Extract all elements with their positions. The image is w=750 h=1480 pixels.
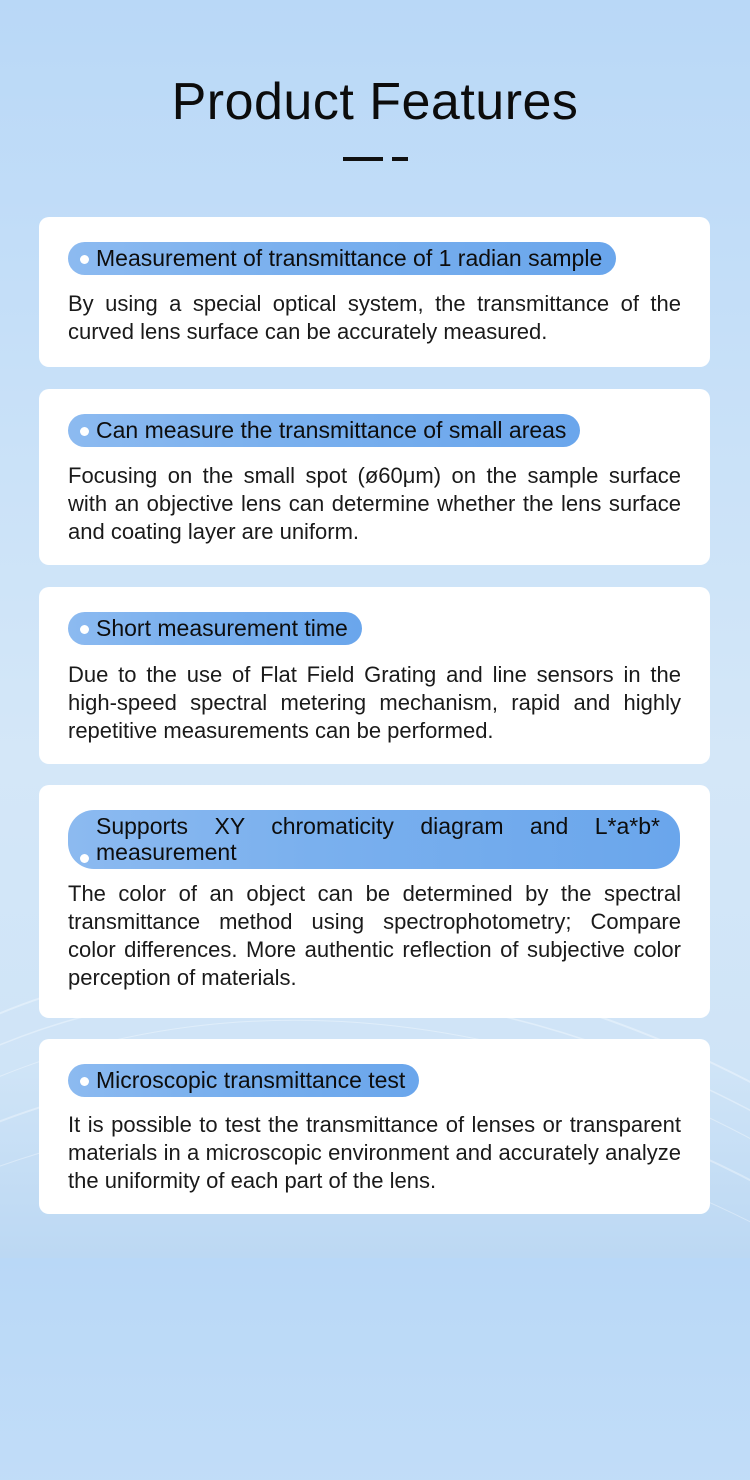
feature-heading-1: Measurement of transmittance of 1 radian sample	[68, 242, 616, 275]
feature-description-3: Due to the use of Flat Field Grating and line sensors in the high-speed spectral metering mechanism, rapid and highly repetitive measurements can be performed.	[68, 662, 681, 743]
feature-description-2: Focusing on the small spot (ø60μm) on the sample surface with an objective lens can determine whether the lens surface and coating layer are uniform.	[68, 463, 681, 544]
feature-heading-2: Can measure the transmittance of small areas	[68, 414, 580, 447]
feature-card-1	[39, 217, 710, 367]
feature-heading-4: Supports XY chromaticity diagram and L*a*b* measurement	[68, 810, 680, 869]
feature-card-3	[39, 587, 710, 764]
feature-card-4	[39, 785, 710, 1018]
feature-description-1: By using a special optical system, the transmittance of the curved lens surface can be accurately measured.	[68, 291, 681, 344]
feature-card-5	[39, 1039, 710, 1214]
title-underline-long	[343, 157, 383, 161]
page-title: Product Features	[171, 73, 579, 131]
feature-description-5: It is possible to test the transmittance of lenses or transparent materials in a microscopic environment and accurately analyze the uniformity of each part of the lens.	[68, 1112, 681, 1193]
feature-heading-5: Microscopic transmittance test	[68, 1064, 419, 1097]
feature-card-2	[39, 389, 710, 565]
feature-description-4: The color of an object can be determined by the spectral transmittance method using spectrophotometry; Compare color differences. More authentic reflection of subjective color perception of materials.	[68, 881, 681, 990]
feature-heading-3: Short measurement time	[68, 612, 362, 645]
title-underline-short	[392, 157, 408, 161]
